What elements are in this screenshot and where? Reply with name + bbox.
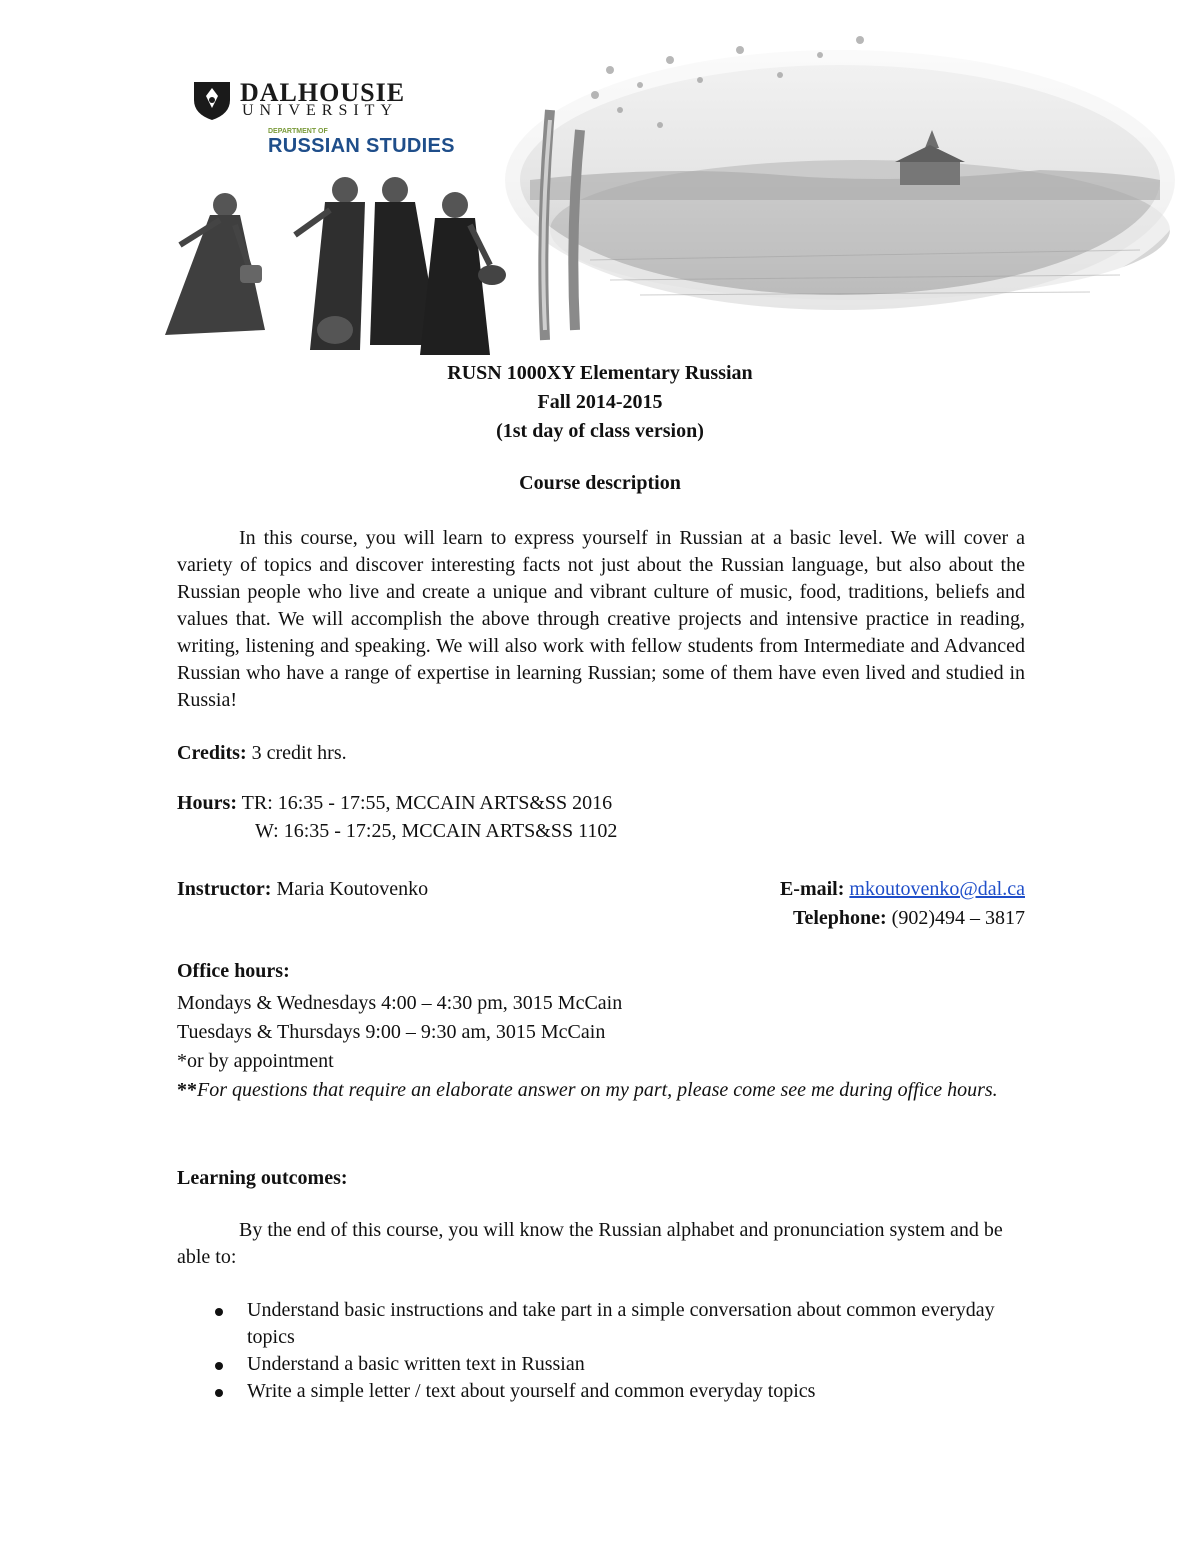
credits-line <box>177 740 1025 767</box>
learning-outcomes-list <box>177 1297 1025 1405</box>
note-text: For questions that require an elaborate answer on my part, please come see me during office hours. <box>197 1079 998 1101</box>
course-term: Fall 2014-2015 <box>537 391 663 413</box>
hours-tr: TR: 16:35 - 17:55, MCCAIN ARTS&SS 2016 <box>237 792 613 814</box>
bullet-icon <box>215 1389 223 1397</box>
course-version: (1st day of class version) <box>496 420 704 442</box>
office-hours-line: *or by appointment <box>177 1050 334 1072</box>
telephone-value: (902)494 – 3817 <box>886 907 1025 929</box>
note-prefix: ** <box>177 1079 197 1101</box>
department-name: RUSSIAN STUDIES <box>268 135 455 157</box>
university-name: DALHOUSIE <box>240 78 406 107</box>
credits-value: 3 credit hrs. <box>246 742 347 764</box>
hours-line-1 <box>177 790 1025 817</box>
list-item: Understand a basic written text in Russian <box>177 1351 1025 1378</box>
telephone-line <box>177 905 1025 932</box>
crest-icon <box>190 78 234 122</box>
email-line <box>177 876 1025 903</box>
bullet-icon <box>215 1362 223 1370</box>
list-item: Write a simple letter / text about yourself and common everyday topics <box>177 1378 1025 1405</box>
telephone-label: Telephone: <box>792 907 887 929</box>
office-hours-note <box>177 1076 1025 1105</box>
learning-outcomes-intro: By the end of this course, you will know the Russian alphabet and pronunciation system and be able to: <box>177 1219 1003 1268</box>
learning-outcomes-heading: Learning outcomes: <box>177 1167 348 1189</box>
course-description-heading: Course description <box>519 472 681 494</box>
credits-label: Credits: <box>177 742 247 764</box>
list-item: Understand basic instructions and take part in a simple conversation about common everyday topics <box>177 1297 1025 1351</box>
university-logo <box>190 78 470 168</box>
bullet-icon <box>215 1308 223 1316</box>
office-hours-heading: Office hours: <box>177 960 290 982</box>
department-of-label: DEPARTMENT OF <box>268 128 328 135</box>
hours-label: Hours: <box>177 792 237 814</box>
hours-line-2: W: 16:35 - 17:25, MCCAIN ARTS&SS 1102 <box>255 820 618 842</box>
office-hours-list <box>177 989 1025 1105</box>
university-subtitle: UNIVERSITY <box>242 102 398 119</box>
email-link[interactable]: mkoutovenko@dal.ca <box>849 878 1025 900</box>
dancers-illustration <box>165 177 506 355</box>
office-hours-line: Mondays & Wednesdays 4:00 – 4:30 pm, 3015 McCain <box>177 992 623 1014</box>
email-label: E-mail: <box>779 878 845 900</box>
course-title: RUSN 1000XY Elementary Russian <box>447 362 753 384</box>
office-hours-line: Tuesdays & Thursdays 9:00 – 9:30 am, 3015 McCain <box>177 1021 606 1043</box>
instructor-name: Maria Koutovenko <box>271 878 429 900</box>
instructor-label: Instructor: <box>177 878 272 900</box>
course-description-text: In this course, you will learn to express yourself in Russian at a basic level. We will cover a variety of topics and discover interesting facts not just about the Russian language, but also about the Russian people who live and create a unique and vibrant culture of music, food, traditions, beliefs and values that. We will accomplish the above through creative projects and intensive practice in reading, writing, listening and speaking. We will also work with fellow students from Intermediate and Advanced Russian who have a range of expertise in learning Russian; some of them have even lived and studied in Russia! <box>177 527 1025 711</box>
